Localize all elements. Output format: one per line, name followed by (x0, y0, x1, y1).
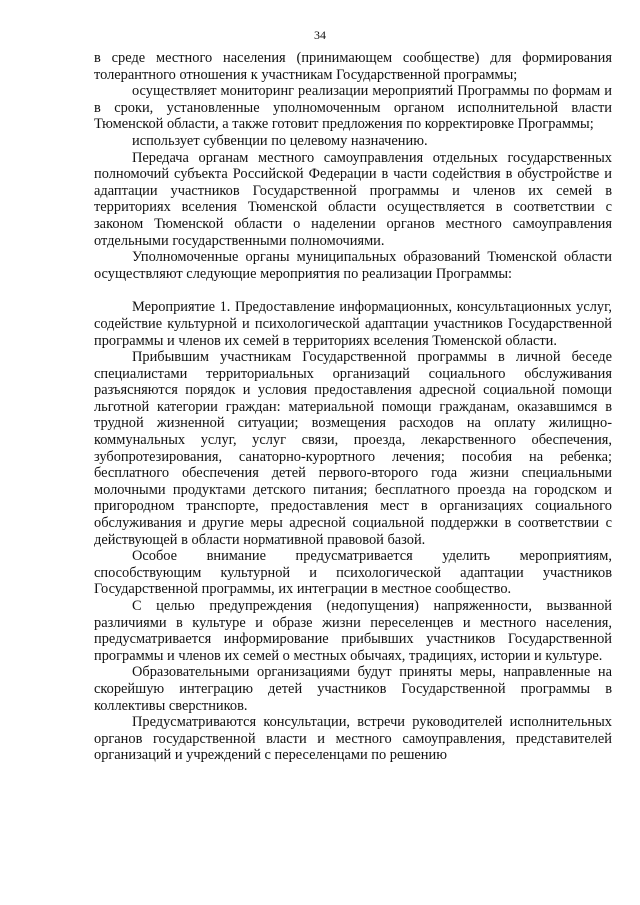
paragraph-subventions: использует субвенции по целевому назначению. (132, 132, 428, 149)
paragraph-continuation: в среде местного населения (принимающем сообществе) для формирования толерантного отношения к участникам Государственной программы; (94, 50, 612, 83)
paragraph-education: Образовательными организациями будут приняты меры, направленные на скорейшую интеграцию детей участников Государственной программы в коллективы сверстников. (94, 664, 612, 714)
paragraph-consultations: Предусматриваются консультации, встречи руководителей исполнительных органов государственной власти и местного самоуправления, представителей организаций и учреждений с переселенцами по решению (94, 714, 612, 764)
paragraph-transfer-of-powers: Передача органам местного самоуправления отдельных государственных полномочий субъекта Российской Федерации в части содействия в обустройстве и адаптации участников Государственной программы и членов их семей в территориях вселения Тюменской области осуществляется в соответствии с законом Тюменской области о наделении органов местного самоуправления отдельными государственными полномочиями. (94, 149, 612, 249)
paragraph-monitoring: осуществляет мониторинг реализации мероприятий Программы по формам и в сроки, установленные уполномоченным органом исполнительной власти Тюменской области, а также готовит предложения по корректировке Программы; (94, 83, 612, 133)
paragraph-authorized-bodies: Уполномоченные органы муниципальных образований Тюменской области осуществляют следующие мероприятия по реализации Программы: (94, 249, 612, 282)
body-text (94, 50, 612, 764)
paragraph-prevention: С целью предупреждения (недопущения) напряженности, вызванной различиями в культуре и образе жизни переселенцев и местного населения, предусматривается информирование прибывших участников Государственной программы и членов их семей о местных обычаях, традициях, истории и культуре. (94, 598, 612, 664)
paragraph-social-assistance: Прибывшим участникам Государственной программы в личной беседе специалистами территориальных организаций социального обслуживания разъясняются порядок и условия предоставления адресной социальной помощи льготной категории граждан: материальной помощи гражданам, оказавшимся в трудной жизненной ситуации; возмещения расходов на оплату жилищно-коммунальных услуг, услуг связи, проезда, лекарственного обеспечения, зубопротезирования, санаторно-курортного лечения; пособия на ребенка; бесплатного обеспечения детей первого-второго года жизни специальными молочными продуктами детского питания; бесплатного проезда на городском и пригородном транспорте, предоставления мест в организациях социального обслуживания и другие меры адресной социальной поддержки в соответствии с действующей в области нормативной правовой базой. (94, 349, 612, 548)
paragraph-special-attention: Особое внимание предусматривается уделить мероприятиям, способствующим культурной и психологической адаптации участников Государственной программы, их интеграции в местное сообщество. (94, 548, 612, 598)
page-number: 34 (314, 28, 326, 42)
paragraph-measure-1: Мероприятие 1. Предоставление информационных, консультационных услуг, содействие культурной и психологической адаптации участников Государственной программы и членов их семей в территориях вселения Тюменской области. (94, 299, 612, 349)
